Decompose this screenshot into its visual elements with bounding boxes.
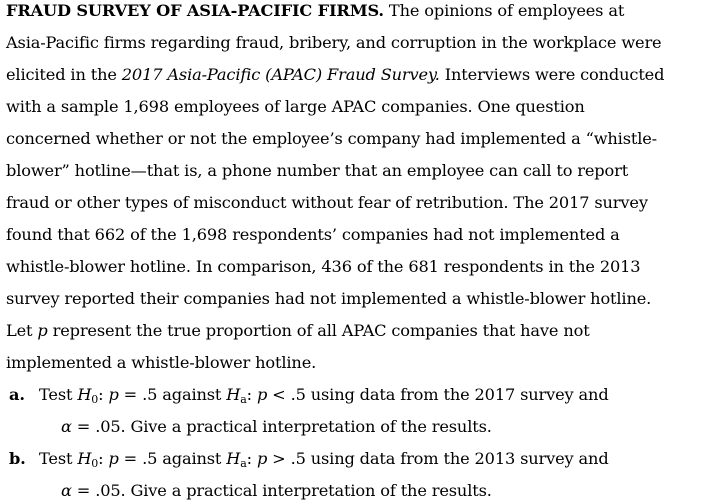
math-p: p xyxy=(108,449,119,468)
part-text: : xyxy=(246,449,257,468)
problem-text: Let xyxy=(6,321,38,340)
math-h: H xyxy=(226,449,241,468)
math-subscript: 0 xyxy=(91,457,99,470)
problem-text: concerned whether or not the employee’s company had implemented a “whistle- xyxy=(6,129,657,148)
math-p: p xyxy=(108,385,119,404)
math-h: H xyxy=(77,385,92,404)
part-text: : xyxy=(98,449,109,468)
problem-line-9 xyxy=(6,257,640,277)
problem-line-3 xyxy=(6,65,664,85)
math-alpha: α xyxy=(61,417,72,436)
problem-line-10 xyxy=(6,289,651,309)
problem-line-5 xyxy=(6,129,657,149)
math-subscript: 0 xyxy=(91,393,99,406)
part-text: = .05. Give a practical interpretation of the results. xyxy=(71,417,492,436)
part-text: > .5 using data from the 2013 survey and xyxy=(267,449,609,468)
problem-text: The opinions of employees at xyxy=(383,1,625,20)
problem-text: survey reported their companies had not implemented a whistle-blower hotline. xyxy=(6,289,652,308)
part-text: < .5 using data from the 2017 survey and xyxy=(267,385,609,404)
part-text: = .5 against xyxy=(118,385,227,404)
problem-line-4 xyxy=(6,97,585,117)
problem-text: whistle-blower hotline. In comparison, 436 of the 681 respondents in the 2013 xyxy=(6,257,641,276)
problem-line-2 xyxy=(6,33,661,53)
problem-line-1 xyxy=(6,1,624,21)
problem-text: found that 662 of the 1,698 respondents’ companies had not implemented a xyxy=(6,225,620,244)
part-text: Test xyxy=(34,449,78,468)
part-b-line-1 xyxy=(9,449,609,470)
part-text: = .5 against xyxy=(118,449,227,468)
part-text: Test xyxy=(34,385,78,404)
part-text: = .05. Give a practical interpretation of the results. xyxy=(71,481,492,500)
part-b-line-2 xyxy=(61,481,492,501)
part-text: : xyxy=(246,385,257,404)
problem-text: Interviews were conducted xyxy=(439,65,665,84)
survey-name: 2017 Asia-Pacific (APAC) Fraud Survey. xyxy=(121,65,440,84)
problem-line-7 xyxy=(6,193,648,213)
problem-text: represent the true proportion of all APAC companies that have not xyxy=(47,321,590,340)
math-p: p xyxy=(256,449,268,468)
math-p: p xyxy=(37,321,48,340)
math-subscript: a xyxy=(240,457,247,470)
math-h: H xyxy=(226,385,241,404)
part-text: : xyxy=(98,385,109,404)
part-a-label: a. xyxy=(9,385,25,404)
math-alpha: α xyxy=(61,481,72,500)
part-a-line-2 xyxy=(61,417,492,437)
math-p: p xyxy=(256,385,268,404)
problem-text: fraud or other types of misconduct without fear of retribution. The 2017 survey xyxy=(6,193,648,212)
part-a-line-1 xyxy=(9,385,609,406)
problem-text: Asia-Pacific firms regarding fraud, bribery, and corruption in the workplace were xyxy=(6,33,662,52)
problem-title: FRAUD SURVEY OF ASIA-PACIFIC FIRMS. xyxy=(6,1,384,20)
math-subscript: a xyxy=(240,393,247,406)
problem-line-6 xyxy=(6,161,628,181)
math-h: H xyxy=(77,449,92,468)
problem-line-12 xyxy=(6,353,316,373)
problem-text: blower” hotline—that is, a phone number that an employee can call to report xyxy=(6,161,629,180)
problem-text: with a sample 1,698 employees of large APAC companies. One question xyxy=(6,97,585,116)
problem-line-8 xyxy=(6,225,620,245)
problem-line-11 xyxy=(6,321,590,341)
part-b-label: b. xyxy=(9,449,26,468)
problem-text: elicited in the xyxy=(6,65,122,84)
problem-text: implemented a whistle-blower hotline. xyxy=(6,353,317,372)
